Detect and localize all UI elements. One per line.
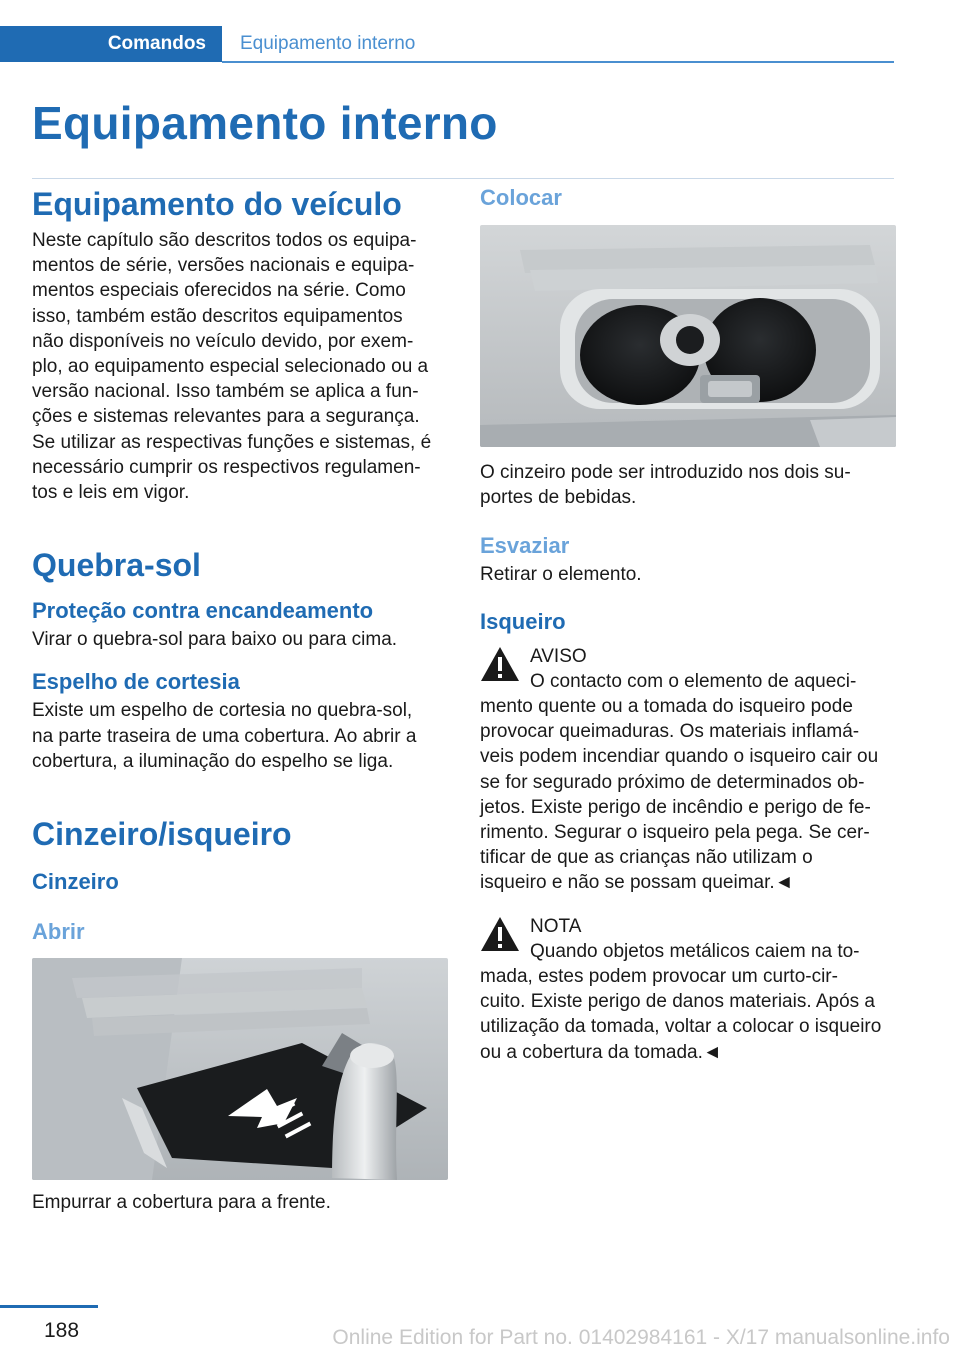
- page-number-rule: [0, 1305, 98, 1308]
- warning-triangle-icon: [480, 646, 520, 682]
- open-caption: Empurrar a cobertura para a frente.: [32, 1192, 331, 1214]
- header-tab-comandos: Comandos: [0, 26, 222, 62]
- left-column: [32, 184, 450, 1215]
- ashtray-open-photo: [32, 958, 448, 1180]
- vehicle-equipment-text: Neste capítulo são descritos todos os equipa- mentos de série, versões nacionais e equipa- mentos especiais oferecidos na série. Como isso, também estão descritos equipamentos não disponíveis no veículo devido, por exem- plo, ao equipamento especial selecionado ou a versão nacional. Isso também se aplica a fun- ções e sistemas relevantes para a segurança. Se utilizar as respectivas funções e sistemas, é necessário cumprir os respectivos regulamen- tos e leis em vigor.: [32, 230, 432, 504]
- note-first-line: Quando objetos metálicos caiem na to-: [530, 940, 860, 962]
- page-number: 188: [44, 1319, 80, 1342]
- vanity-mirror-heading: Espelho de cortesia: [32, 669, 240, 695]
- warning-notice: AVISO O contacto com o elemento de aqueci- mento quente ou a tomada do isqueiro pode provocar queimaduras. Os materiais inflamá- veis podem incendiar quando o isqueiro cair ou se for segurado próximo de determinados ob- jetos. Existe perigo de incêndio e perigo de fe- rimento. Segurar o isqueiro pela pega. Se cer- tificar de que as crianças não utilizam o isqueiro e não se possam queimar.◄: [480, 644, 896, 896]
- warning-first-line: O contacto com o elemento de aqueci-: [530, 670, 857, 692]
- footer-watermark: Online Edition for Part no. 01402984161 - X/17 manualsonline.info: [332, 1326, 950, 1349]
- right-column: [480, 184, 896, 1065]
- warning-triangle-icon: [480, 916, 520, 952]
- note-notice: NOTA Quando objetos metálicos caiem na to- mada, estes podem provocar um curto-cir- cuito. Existe perigo de danos materiais. Após a utilização da tomada, voltar a colocar o isqueiro ou a cobertura da tomada.◄: [480, 914, 896, 1065]
- title-divider: [32, 178, 894, 179]
- header-tab-section: Equipamento interno: [240, 33, 416, 54]
- sun-visor-heading: Quebra-sol: [32, 547, 201, 584]
- empty-text: Retirar o elemento.: [480, 564, 642, 586]
- insert-text: O cinzeiro pode ser introduzido nos dois su- portes de bebidas.: [480, 462, 851, 509]
- empty-heading: Esvaziar: [480, 533, 570, 559]
- vehicle-equipment-heading: Equipamento do veículo: [32, 186, 402, 222]
- warning-label: AVISO: [530, 645, 587, 667]
- note-label: NOTA: [530, 915, 582, 937]
- glare-protection-heading: Proteção contra encandeamento: [32, 598, 374, 624]
- glare-protection-text: Virar o quebra-sol para baixo ou para cima.: [32, 629, 398, 651]
- insert-heading: Colocar: [480, 185, 562, 210]
- ashtray-lighter-heading: Cinzeiro/isqueiro: [32, 816, 292, 853]
- open-heading: Abrir: [32, 919, 85, 945]
- vanity-mirror-text: Existe um espelho de cortesia no quebra-sol, na parte traseira de uma cobertura. Ao abrir a cobertura, a iluminação do espelho se liga.: [32, 700, 417, 772]
- ashtray-cupholder-photo: [480, 225, 896, 447]
- header-rule: [222, 61, 894, 63]
- lighter-heading: Isqueiro: [480, 608, 566, 634]
- ashtray-heading: Cinzeiro: [32, 869, 119, 895]
- page-title: Equipamento interno: [32, 97, 498, 149]
